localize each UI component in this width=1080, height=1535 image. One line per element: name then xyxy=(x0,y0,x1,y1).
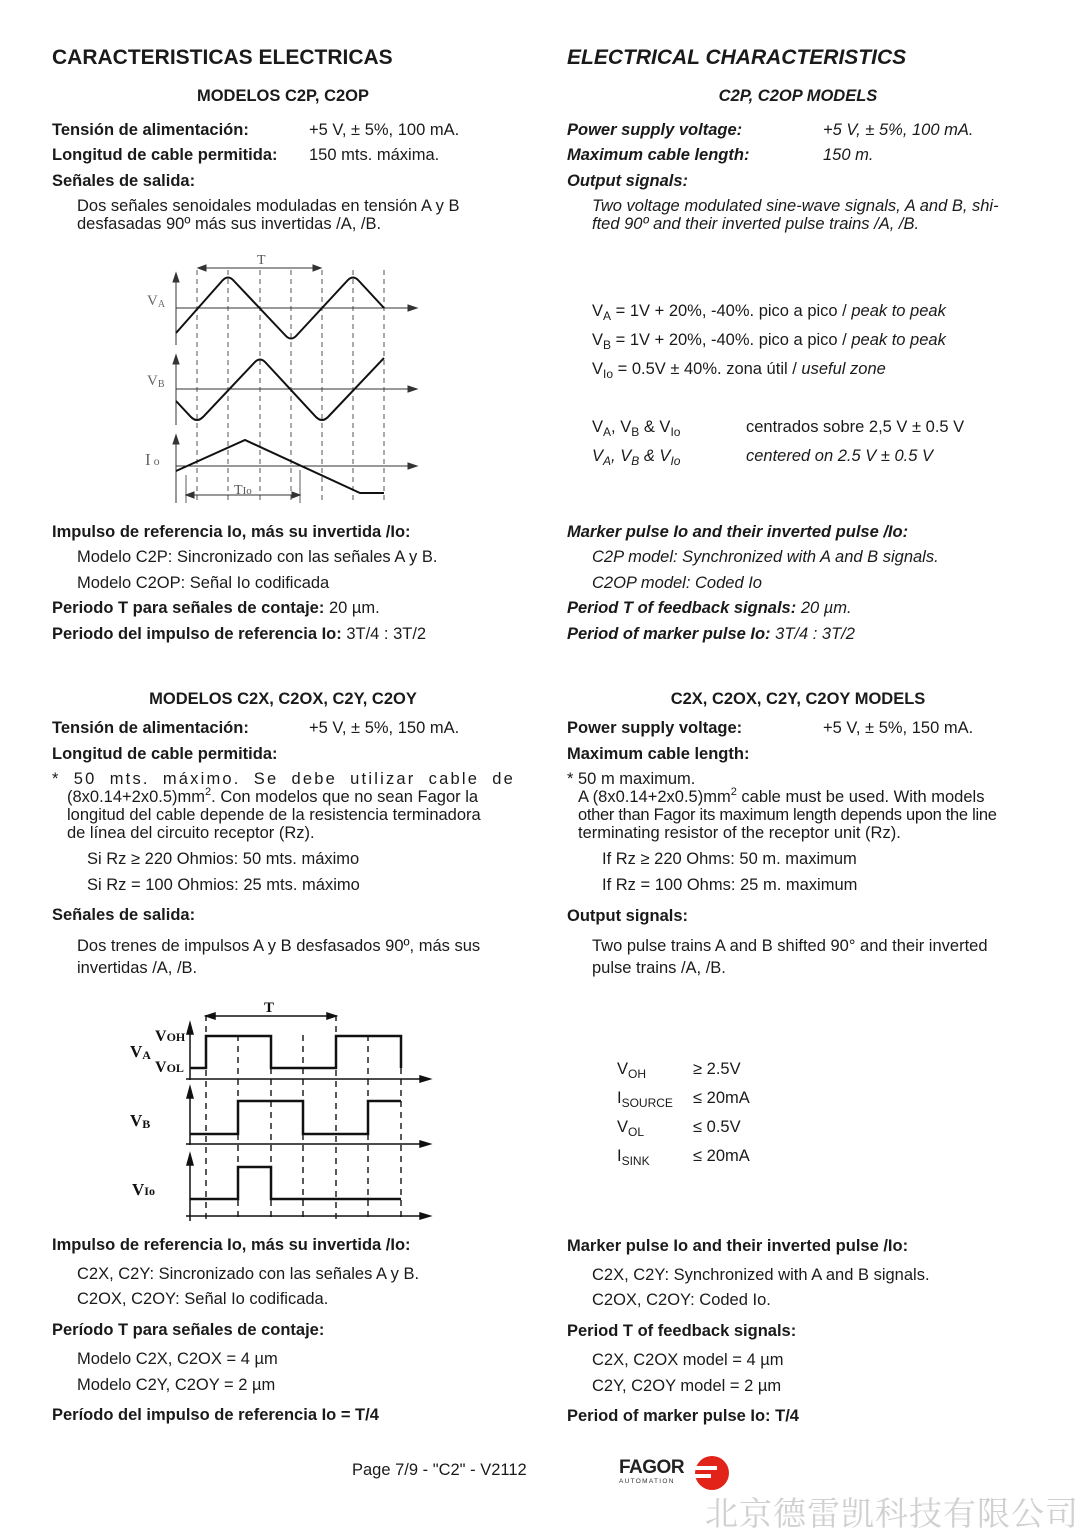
spec-va: $V_A = 1V + 20\%$, -40%. pico a pico / peak to peak xyxy=(592,302,946,323)
output-spec-table xyxy=(617,1055,750,1171)
left-s2-period-line2: Modelo C2Y, C2OY = 2 µm xyxy=(77,1376,276,1394)
right-s2-period-line2: C2Y, C2OY model = 2 µm xyxy=(592,1377,782,1395)
left-s2-output-desc: Dos trenes de impulsos A y B desfasados 90º, más sus invertidas /A, /B. xyxy=(77,937,481,977)
right-rz2: If Rz = 100 Ohms: 25 m. maximum xyxy=(602,876,858,894)
right-s2-period-label: Period T of feedback signals: xyxy=(567,1322,797,1340)
left-marker-c2p: Modelo C2P: Sincronizado con las señales A y B. xyxy=(77,548,438,566)
right-s2-heading: C2X, C2OX, C2Y, C2OY MODELS xyxy=(670,690,926,708)
right-s1-heading: C2P, C2OP MODELS xyxy=(718,87,878,105)
right-s2-output-desc: Two pulse trains A and B shifted 90° and their inverted pulse trains /A, /B. xyxy=(592,937,988,977)
left-cable-note xyxy=(52,770,515,842)
brand-sub: AUTOMATION xyxy=(619,1478,675,1485)
left-rz1: Si Rz ≥ 220 Ohmios: 50 mts. máximo xyxy=(87,850,360,868)
left-supply-label: Tensión de alimentación: xyxy=(52,121,249,139)
left-cable-value: 150 mts. máxima. xyxy=(309,146,440,164)
vio-label: VIo xyxy=(132,1180,155,1199)
right-output-label: Output signals: xyxy=(567,172,688,190)
left-s2-period-label: Período T para señales de contaje: xyxy=(52,1321,325,1339)
left-s2-output-label: Señales de salida: xyxy=(52,906,196,924)
right-supply-value: +5 V, ± 5%, 100 mA. xyxy=(823,121,974,139)
left-marker-label: Impulso de referencia Io, más su invertida /Io: xyxy=(52,523,411,541)
spec-row-isource: $I_{SOURCE} \le 20mA$ xyxy=(617,1089,750,1110)
axes xyxy=(173,273,417,503)
right-output-line2: fted 90º and their inverted pulse trains /A, /B. xyxy=(592,215,920,233)
left-s2-marker-line2: C2OX, C2OY: Señal Io codificada. xyxy=(77,1290,329,1308)
axes xyxy=(186,1023,430,1221)
left-note-line3: longitud del cable depende de la resistencia terminadora xyxy=(67,806,481,824)
vol-label: VOL xyxy=(155,1059,184,1076)
centered-es: centrados sobre 2,5 V ± 0.5 V xyxy=(746,418,965,436)
left-note-line2: $(8x0.14+2x0.5)mm^2$. Con modelos que no sean Fagor la xyxy=(67,786,479,806)
left-ref-value: 3T/4 : 3T/2 xyxy=(346,625,427,643)
io-label: I o xyxy=(145,450,160,469)
period-label: T xyxy=(264,1000,275,1016)
spec-vio: $V_{Io} = 0.5V \pm 40\%$. zona útil / useful zone xyxy=(592,360,886,381)
left-period-label: Periodo T para señales de contaje: xyxy=(52,599,325,617)
left-supply-value: +5 V, ± 5%, 100 mA. xyxy=(309,121,460,139)
right-marker-c2op: C2OP model: Coded Io xyxy=(592,574,762,592)
right-cable-value: 150 m. xyxy=(823,146,874,164)
right-s2-marker-label: Marker pulse Io and their inverted pulse /Io: xyxy=(567,1237,909,1255)
right-output-line1: Two voltage modulated sine-wave signals, A and B, shi- xyxy=(592,197,999,215)
vb-pulse xyxy=(190,1101,401,1134)
brand-name: FAGOR xyxy=(619,1457,685,1478)
left-s2-heading: MODELOS C2X, C2OX, C2Y, C2OY xyxy=(149,690,417,708)
right-period: Period T of feedback signals: 20 µm. xyxy=(567,599,852,617)
left-ref xyxy=(52,625,426,644)
fagor-logo xyxy=(619,1458,684,1486)
left-period-value: 20 µm. xyxy=(328,599,380,617)
left-s2-marker-line1: C2X, C2Y: Sincronizado con las señales A y B. xyxy=(77,1265,420,1283)
fagor-logo-icon xyxy=(694,1455,730,1491)
left-ref-label: Periodo del impulso de referencia Io: xyxy=(52,625,342,643)
right-ref: Period of marker pulse Io: 3T/4 : 3T/2 xyxy=(567,625,855,643)
centered-symbols-en: $V_A$, $V_B$ & $V_{Io}$ xyxy=(592,447,681,468)
right-cable-label: Maximum cable length: xyxy=(567,146,750,164)
va-label: VA xyxy=(147,293,166,310)
right-rz1: If Rz ≥ 220 Ohms: 50 m. maximum xyxy=(602,850,857,868)
right-marker-label: Marker pulse Io and their inverted pulse /Io: xyxy=(567,523,909,541)
vb-label: VB xyxy=(130,1111,151,1131)
pulse-train-diagram xyxy=(120,995,440,1225)
va-label: VA xyxy=(130,1042,151,1062)
right-cable-note xyxy=(567,770,1030,842)
page-number: Page 7/9 - "C2" - V2112 xyxy=(352,1461,527,1479)
tio-label: TIo xyxy=(234,483,252,498)
vio-pulse xyxy=(190,1167,401,1199)
left-output-line2: desfasadas 90º más sus invertidas /A, /B. xyxy=(77,215,382,233)
left-note-line1: * 50 mts. máximo. Se debe utilizar cable de xyxy=(52,770,515,788)
spec-row-vol: $V_{OL} \le 0.5V$ xyxy=(617,1118,741,1139)
left-s2-marker-label: Impulso de referencia Io, más su invertida /Io: xyxy=(52,1236,411,1254)
left-cable-label: Longitud de cable permitida: xyxy=(52,146,278,164)
right-note-line4: terminating resistor of the receptor unit (Rz). xyxy=(578,824,901,842)
centered-symbols-es: $V_A$, $V_B$ & $V_{Io}$ xyxy=(592,418,681,439)
voh-label: VOH xyxy=(155,1028,186,1045)
centered-en: centered on 2.5 V ± 0.5 V xyxy=(746,447,934,465)
vb-label: VB xyxy=(147,373,165,390)
left-note-line4: de línea del circuito receptor (Rz). xyxy=(67,824,315,842)
spec-row-isink: $I_{SINK} \le 20mA$ xyxy=(617,1147,750,1168)
left-period xyxy=(52,599,380,618)
right-s2-marker-line2: C2OX, C2OY: Coded Io. xyxy=(592,1291,771,1309)
right-title: ELECTRICAL CHARACTERISTICS xyxy=(567,46,907,69)
watermark: 北京德雷凯科技有限公司 xyxy=(705,1494,1079,1533)
right-supply-label: Power supply voltage: xyxy=(567,121,743,139)
spec-row-voh: $V_{OH} \ge 2.5V$ xyxy=(617,1060,741,1081)
right-s2-supply-label: Power supply voltage: xyxy=(567,719,743,737)
sine-signal-diagram xyxy=(130,245,430,505)
right-s2-period-line1: C2X, C2OX model = 4 µm xyxy=(592,1351,784,1369)
left-title: CARACTERISTICAS ELECTRICAS xyxy=(52,46,393,69)
right-marker-c2p: C2P model: Synchronized with A and B signals. xyxy=(592,548,939,566)
va-pulse xyxy=(190,1036,401,1068)
left-s2-period-line1: Modelo C2X, C2OX = 4 µm xyxy=(77,1350,278,1368)
left-s2-supply-label: Tensión de alimentación: xyxy=(52,719,249,737)
right-note-line1: * 50 m maximum. xyxy=(567,770,696,788)
spec-vb: $V_B = 1V + 20\%$, -40%. pico a pico / peak to peak xyxy=(592,331,946,352)
left-s2-supply-value: +5 V, ± 5%, 150 mA. xyxy=(309,719,460,737)
right-output-desc xyxy=(592,197,999,233)
left-output-label: Señales de salida: xyxy=(52,172,196,190)
right-s2-marker-line1: C2X, C2Y: Synchronized with A and B signals. xyxy=(592,1266,930,1284)
right-s2-cable-label: Maximum cable length: xyxy=(567,745,750,763)
right-s2-supply-value: +5 V, ± 5%, 150 mA. xyxy=(823,719,974,737)
right-s2-output-label: Output signals: xyxy=(567,907,688,925)
period-label: T xyxy=(257,253,266,268)
left-rz2: Si Rz = 100 Ohmios: 25 mts. máximo xyxy=(87,876,360,894)
left-s2-ref-label: Período del impulso de referencia Io = T/4 xyxy=(52,1406,379,1424)
left-s1-heading: MODELOS C2P, C2OP xyxy=(196,87,370,105)
left-s2-cable-label: Longitud de cable permitida: xyxy=(52,745,278,763)
right-s2-ref-label: Period of marker pulse Io: T/4 xyxy=(567,1407,799,1425)
left-output-line1: Dos señales senoidales moduladas en tensión A y B xyxy=(77,197,460,215)
right-note-line3: other than Fagor its maximum length depends upon the line xyxy=(578,806,997,824)
left-output-desc xyxy=(77,197,460,233)
right-note-line2: A $(8x0.14+2x0.5)mm^2$ cable must be used. With models xyxy=(578,786,985,806)
left-marker-c2op: Modelo C2OP: Señal Io codificada xyxy=(77,574,330,592)
